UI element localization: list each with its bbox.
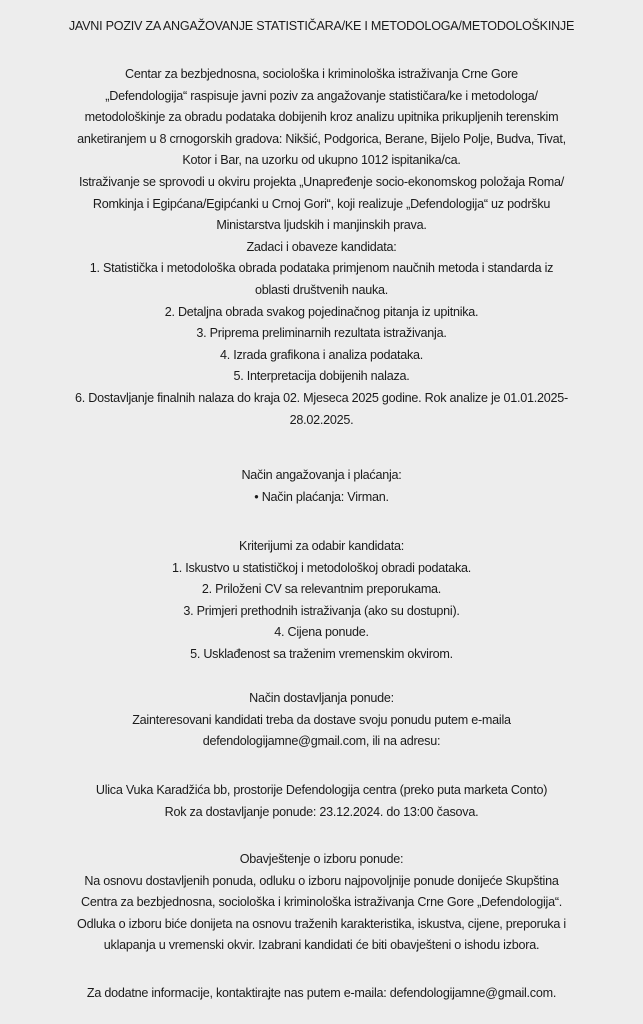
notice-line: Centra za bezbjednosna, sociološka i kriminološka istraživanja Crne Gore „Defendologija“. xyxy=(80,895,563,910)
document-title: JAVNI POZIV ZA ANGAŽOVANJE STATISTIČARA/KE I METODOLOGA/METODOLOŠKINJE xyxy=(68,19,575,33)
delivery-heading: Način dostavljanja ponude: xyxy=(249,691,394,705)
contact-line: Za dodatne informacije, kontaktirajte nas putem e-maila: defendologijamne@gmail.com. xyxy=(86,986,557,1000)
task-item: oblasti društvenih nauka. xyxy=(254,282,389,297)
delivery-section xyxy=(14,688,629,753)
task-item: 5. Interpretacija dobijenih nalaza. xyxy=(233,369,410,384)
payment-method: • Način plaćanja: Virman. xyxy=(254,489,389,504)
notice-heading: Obavještenje o izboru ponude: xyxy=(239,852,404,866)
deadline-line: Rok za dostavljanje ponude: 23.12.2024. do 13:00 časova. xyxy=(164,804,479,819)
notice-line: Na osnovu dostavljenih ponuda, odluku o izboru najpovoljnije ponude donijeće Skupština xyxy=(84,873,559,888)
intro-line: „Defendologija“ raspisuje javni poziv za angažovanje statističara/ke i metodologa/ xyxy=(105,88,538,103)
engagement-section xyxy=(14,465,629,508)
notice-line: Odluka o izboru biće donijeta na osnovu traženih karakteristika, iskustva, cijene, preporuka i xyxy=(77,916,566,931)
criteria-item: 4. Cijena ponude. xyxy=(274,625,369,640)
intro-line: metodološkinje za obradu podataka dobijenih kroz analizu upitnika prikupljenih terenskim xyxy=(84,110,559,125)
intro-line: Romkinja i Egipćana/Egipćanki u Crnoj Gori“, koji realizuje „Defendologija“ uz podršku xyxy=(92,196,551,211)
delivery-text: Zainteresovani kandidati treba da dostave svoju ponudu putem e-maila xyxy=(132,712,511,727)
task-item: 4. Izrada grafikona i analiza podataka. xyxy=(219,347,424,362)
notice-section xyxy=(14,849,629,957)
task-item: 3. Priprema preliminarnih rezultata istraživanja. xyxy=(196,326,447,341)
address-line: Ulica Vuka Karadžića bb, prostorije Defendologija centra (preko puta marketa Conto) xyxy=(95,783,548,797)
criteria-item: 2. Priloženi CV sa relevantnim preporukama. xyxy=(201,582,442,597)
intro-line: Ministarstva ljudskih i manjinskih prava. xyxy=(216,218,427,233)
intro-section xyxy=(14,64,629,431)
criteria-section xyxy=(14,536,629,666)
criteria-item: 1. Iskustvo u statističkoj i metodološkoj obradi podataka. xyxy=(171,560,472,575)
criteria-item: 3. Primjeri prethodnih istraživanja (ako su dostupni). xyxy=(183,603,460,618)
criteria-item: 5. Usklađenost sa traženim vremenskim okvirom. xyxy=(190,646,453,661)
delivery-email: defendologijamne@gmail.com, ili na adresu: xyxy=(202,734,441,749)
task-item: 1. Statistička i metodološka obrada podataka primjenom naučnih metoda i standarda iz xyxy=(89,261,554,276)
intro-line: anketiranjem u 8 crnogorskih gradova: Nikšić, Podgorica, Berane, Bijelo Polje, Budva, Tivat, xyxy=(77,131,566,146)
intro-line: Istraživanje se sprovodi u okviru projekta „Unapređenje socio-ekonomskog položaja Roma/ xyxy=(78,174,565,189)
intro-line: Kotor i Bar, na uzorku od ukupno 1012 ispitanika/ca. xyxy=(182,153,461,168)
task-item: 28.02.2025. xyxy=(289,412,354,427)
task-item: 2. Detaljna obrada svakog pojedinačnog pitanja iz upitnika. xyxy=(164,304,479,319)
contact-section xyxy=(14,983,629,1005)
address-section xyxy=(14,780,629,823)
notice-line: uklapanja u vremenski okvir. Izabrani kandidati će biti obavješteni o ishodu izbora. xyxy=(103,938,540,953)
intro-line: Centar za bezbjednosna, sociološka i kriminološka istraživanja Crne Gore xyxy=(125,67,518,81)
engagement-heading: Način angažovanja i plaćanja: xyxy=(241,468,402,482)
criteria-heading: Kriterijumi za odabir kandidata: xyxy=(239,539,404,553)
tasks-heading: Zadaci i obaveze kandidata: xyxy=(246,239,397,254)
task-item: 6. Dostavljanje finalnih nalaza do kraja 02. Mjeseca 2025 godine. Rok analize je 01.01.2025- xyxy=(75,390,568,405)
